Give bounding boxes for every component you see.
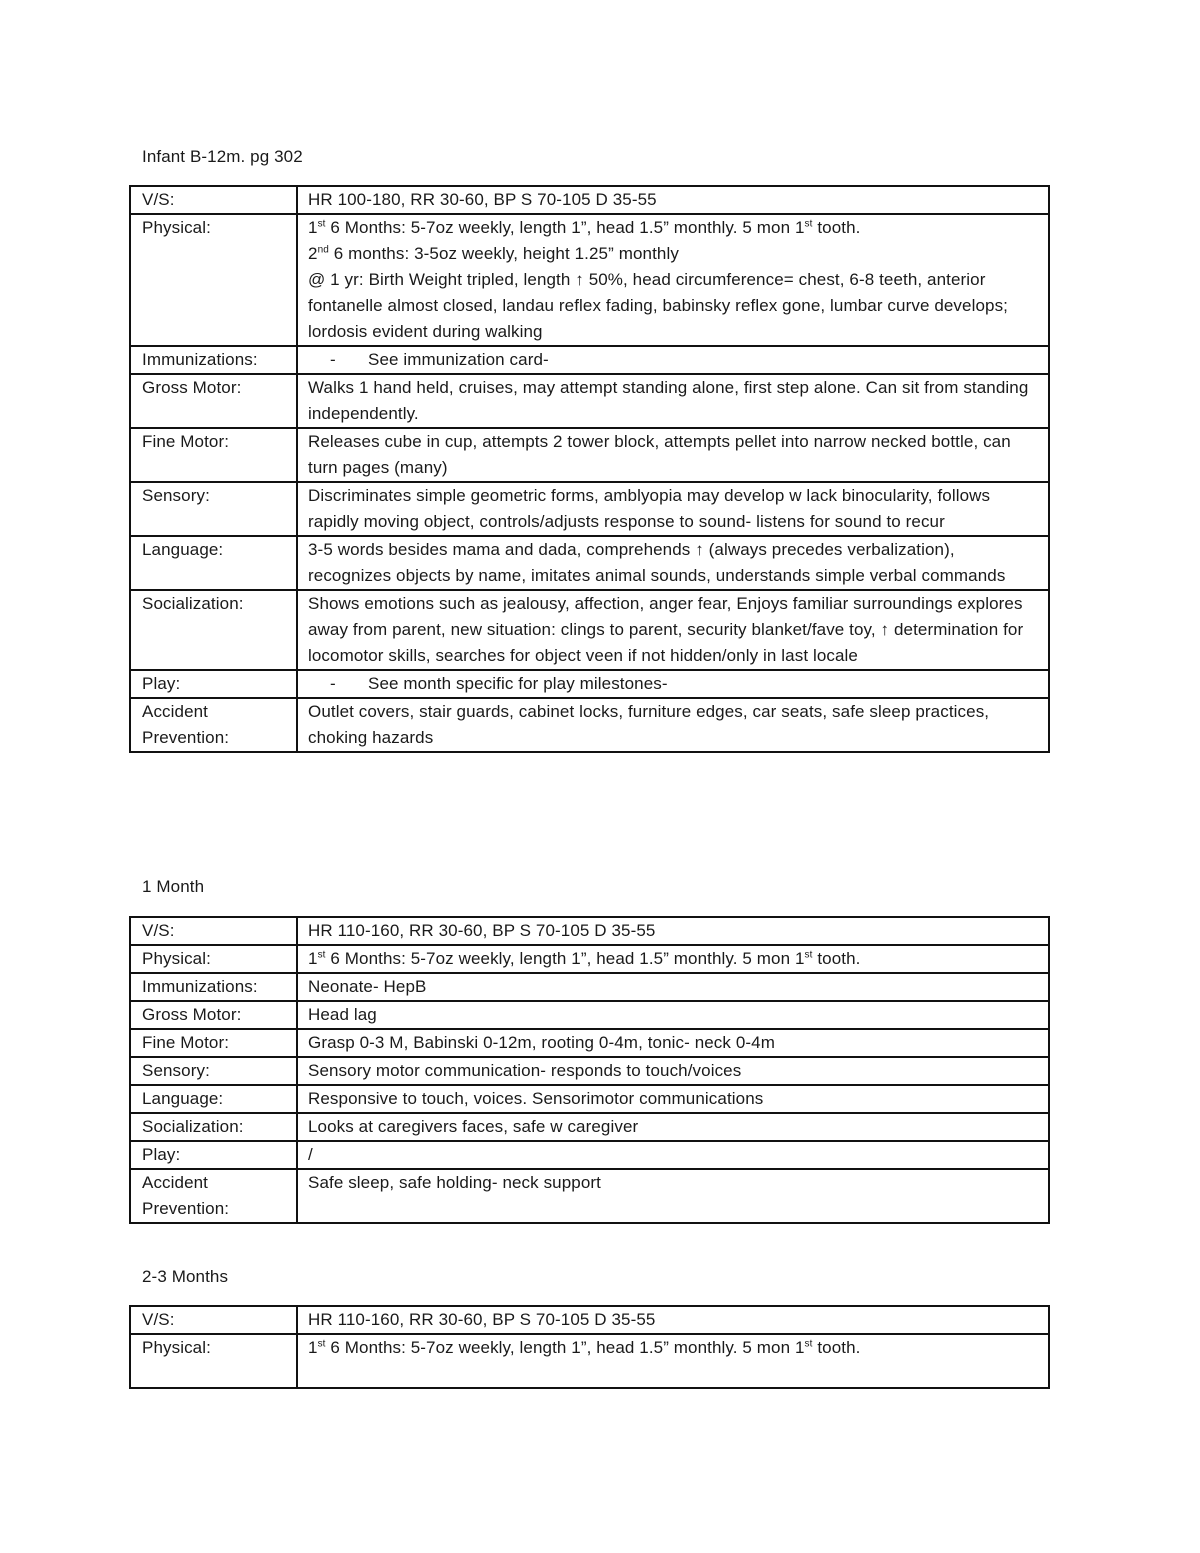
table-row (130, 536, 1049, 590)
row-label-vs: V/S: (130, 1306, 297, 1334)
row-label-play: Play: (130, 1141, 297, 1169)
table-row (130, 1029, 1049, 1057)
text-fragment: 6 Months: 5-7oz weekly, length 1”, head 1.5” monthly. 5 mon 1 (325, 1338, 805, 1357)
row-value-physical (297, 1334, 1049, 1388)
row-label-physical: Physical: (130, 1334, 297, 1388)
play-text: See month specific for play milestones- (368, 674, 668, 693)
row-value-sensory: Discriminates simple geometric forms, amblyopia may develop w lack binocularity, follows rapidly moving object, controls/adjusts response to sound- listens for sound to recur (297, 482, 1049, 536)
row-label-physical: Physical: (130, 214, 297, 346)
text-fragment: 3-5 words besides mama and dada, comprehends (308, 540, 696, 559)
text-fragment: tooth. (812, 218, 861, 237)
table-row (130, 1169, 1049, 1223)
row-label-immunizations: Immunizations: (130, 973, 297, 1001)
text-fragment: 50%, head circumference= chest, 6-8 teeth, anterior fontanelle almost closed, landau reflex fading, babinsky reflex gone, lumbar curve develops; lordosis evident during walking (308, 270, 1008, 341)
immunizations-text: See immunization card- (368, 350, 549, 369)
table-row (130, 670, 1049, 698)
row-value-gross-motor: Head lag (297, 1001, 1049, 1029)
physical-line-second-6-months (308, 241, 1040, 267)
text-fragment: 6 Months: 5-7oz weekly, length 1”, head 1.5” monthly. 5 mon 1 (325, 949, 805, 968)
row-value-socialization (297, 590, 1049, 670)
table-row (130, 698, 1049, 752)
row-label-socialization: Socialization: (130, 590, 297, 670)
row-label-fine-motor: Fine Motor: (130, 1029, 297, 1057)
superscript: st (804, 949, 813, 961)
row-value-accident-prevention: Safe sleep, safe holding- neck support (297, 1169, 1049, 1223)
table-row (130, 1057, 1049, 1085)
superscript: st (804, 1338, 813, 1350)
superscript: st (317, 1338, 326, 1350)
row-value-vs: HR 110-160, RR 30-60, BP S 70-105 D 35-55 (297, 917, 1049, 945)
table-row (130, 186, 1049, 214)
superscript: st (317, 218, 326, 230)
row-label-sensory: Sensory: (130, 482, 297, 536)
section-heading-infant: Infant B-12m. pg 302 (142, 147, 303, 166)
table-row (130, 945, 1049, 973)
physical-line-first-6-months (308, 215, 1040, 241)
text-fragment: 1 (308, 1338, 318, 1357)
month23-table (129, 1305, 1050, 1389)
text-fragment: 1 (308, 218, 318, 237)
row-value-socialization: Looks at caregivers faces, safe w caregiver (297, 1113, 1049, 1141)
up-arrow-icon: ↑ (575, 270, 584, 289)
table-row (130, 1334, 1049, 1388)
row-label-fine-motor: Fine Motor: (130, 428, 297, 482)
text-fragment: (always precedes verbalization), recognizes objects by name, imitates animal sounds, understands simple verbal commands (308, 540, 1006, 585)
row-value-gross-motor: Walks 1 hand held, cruises, may attempt standing alone, first step alone. Can sit from standing independently. (297, 374, 1049, 428)
row-label-gross-motor: Gross Motor: (130, 374, 297, 428)
row-value-play: / (297, 1141, 1049, 1169)
table-row (130, 590, 1049, 670)
bullet-dash: - (330, 674, 336, 693)
table-row (130, 1141, 1049, 1169)
text-fragment: tooth. (812, 1338, 861, 1357)
row-value-physical (297, 945, 1049, 973)
table-row (130, 482, 1049, 536)
text-fragment: 2 (308, 244, 318, 263)
text-fragment: Shows emotions such as jealousy, affection, anger fear, Enjoys familiar surroundings explores away from parent, new situation: clings to parent, security blanket/fave toy, (308, 594, 1023, 639)
table-row (130, 917, 1049, 945)
row-label-vs: V/S: (130, 186, 297, 214)
table-row (130, 428, 1049, 482)
row-value-immunizations: Neonate- HepB (297, 973, 1049, 1001)
text-fragment: 6 Months: 5-7oz weekly, length 1”, head 1.5” monthly. 5 mon 1 (325, 218, 805, 237)
section-heading-2-3-months: 2-3 Months (142, 1267, 229, 1286)
infant-table (129, 185, 1050, 753)
table-row (130, 1113, 1049, 1141)
row-label-vs: V/S: (130, 917, 297, 945)
row-value-play (297, 670, 1049, 698)
text-fragment: determination for locomotor skills, searches for object veen if not hidden/only in last locale (308, 620, 1024, 665)
row-label-accident-prevention: Accident Prevention: (130, 1169, 297, 1223)
row-value-physical (297, 214, 1049, 346)
bullet-dash: - (330, 350, 336, 369)
row-value-immunizations (297, 346, 1049, 374)
table-row (130, 973, 1049, 1001)
row-value-language: Responsive to touch, voices. Sensorimotor communications (297, 1085, 1049, 1113)
table-row (130, 214, 1049, 346)
row-label-physical: Physical: (130, 945, 297, 973)
row-label-language: Language: (130, 536, 297, 590)
row-label-language: Language: (130, 1085, 297, 1113)
row-value-fine-motor: Grasp 0-3 M, Babinski 0-12m, rooting 0-4m, tonic- neck 0-4m (297, 1029, 1049, 1057)
row-label-immunizations: Immunizations: (130, 346, 297, 374)
text-fragment: 1 (308, 949, 318, 968)
row-value-sensory: Sensory motor communication- responds to touch/voices (297, 1057, 1049, 1085)
text-fragment: tooth. (812, 949, 861, 968)
row-value-accident-prevention: Outlet covers, stair guards, cabinet locks, furniture edges, car seats, safe sleep practices, choking hazards (297, 698, 1049, 752)
month1-table (129, 916, 1050, 1224)
table-row (130, 346, 1049, 374)
section-heading-1-month: 1 Month (142, 877, 205, 896)
row-value-vs: HR 100-180, RR 30-60, BP S 70-105 D 35-55 (297, 186, 1049, 214)
table-row (130, 1085, 1049, 1113)
text-fragment: 6 months: 3-5oz weekly, height 1.25” monthly (328, 244, 679, 263)
up-arrow-icon: ↑ (695, 540, 704, 559)
row-label-socialization: Socialization: (130, 1113, 297, 1141)
superscript: nd (317, 244, 329, 256)
row-value-fine-motor: Releases cube in cup, attempts 2 tower block, attempts pellet into narrow necked bottle, can turn pages (many) (297, 428, 1049, 482)
row-value-vs: HR 110-160, RR 30-60, BP S 70-105 D 35-55 (297, 1306, 1049, 1334)
up-arrow-icon: ↑ (880, 620, 890, 639)
table-row (130, 1001, 1049, 1029)
row-value-language (297, 536, 1049, 590)
superscript: st (317, 949, 326, 961)
physical-line-1-year (308, 267, 1040, 345)
text-fragment: @ 1 yr: Birth Weight tripled, length (308, 270, 576, 289)
table-row (130, 1306, 1049, 1334)
row-label-sensory: Sensory: (130, 1057, 297, 1085)
row-label-gross-motor: Gross Motor: (130, 1001, 297, 1029)
row-label-accident-prevention: Accident Prevention: (130, 698, 297, 752)
table-row (130, 374, 1049, 428)
superscript: st (804, 218, 813, 230)
row-label-play: Play: (130, 670, 297, 698)
